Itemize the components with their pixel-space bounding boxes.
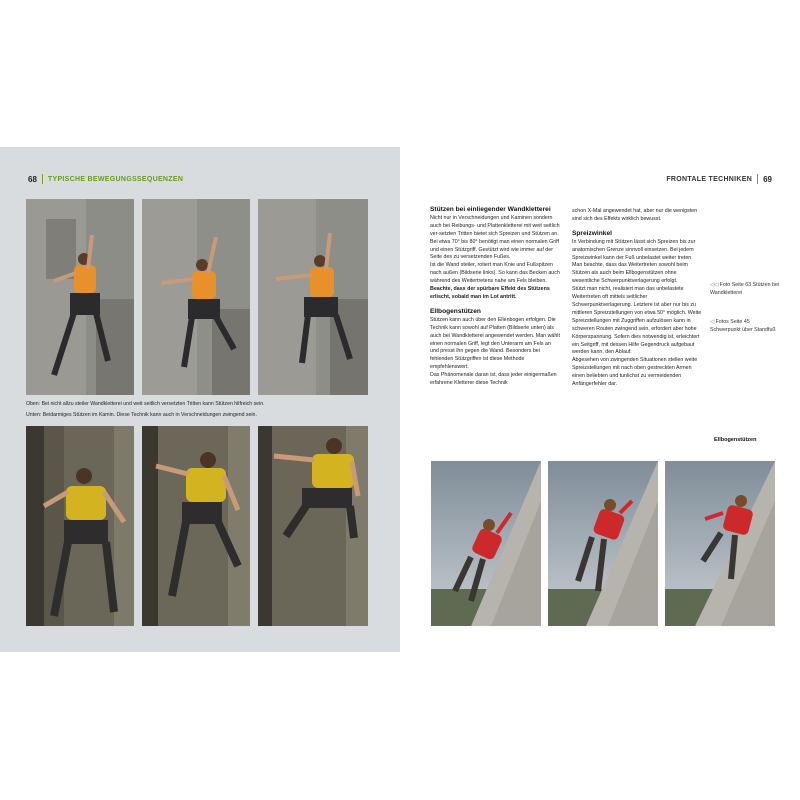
photo-right-2 [548,461,658,626]
heading-stuetzen: Stützen bei einliegender Wandkletterei [430,206,551,213]
sidenote-text: Fotos Seite 45 Schwerpunkt über Standfuß [710,319,776,333]
right-page-number: 69 [763,174,772,184]
paragraph: Abgesehen von zwingenden Situationen stellen weite Spreizstellungen mit nach oben gestreckten Armen einen beliebten und tunlichst zu vermeidenden Anfängerfehler dar. [572,357,698,388]
paragraph: Man beachte, dass das Weitertreten sowohl beim Stützen als auch beim Ellbogenstützen ohne wesentliche Schwerpunktverlagerung erfolgt. [572,262,688,285]
back-arrow-icon: ◁ [710,319,715,325]
text-column-2 [572,208,702,389]
photo-bottom-1 [26,426,134,626]
photo-top-2 [142,199,250,395]
paragraph: Ist die Wand steiler, rotiert man Knie und Fußspitzen nach außen (Bildserie links). So kann das Becken auch während des Weitertretens nahe am Fels bleiben. [430,262,560,285]
photo-top-1 [26,199,134,395]
left-captions [26,400,376,422]
sidenote-text: Foto Seite 63 Stützen bei Wandkletterei [710,282,780,296]
photo-label-ellbogenstuetzen: Ellbogenstützen [714,437,757,443]
header-divider [757,174,758,184]
photo-top-3 [258,199,368,395]
right-page-header [666,174,772,184]
heading-ellbogenstuetzen: Ellbogenstützen [430,307,481,315]
heading-spreizwinkel: Spreizwinkel [572,229,612,237]
paragraph: Das Phänomenale daran ist, dass jeder einigermaßen erfahrene Kletterer diese Technik [430,372,557,387]
book-spread [0,147,800,652]
left-page-number: 68 [28,174,37,184]
photo-bottom-2 [142,426,250,626]
paragraph: Nicht nur in Verschneidungen und Kaminen sondern auch bei Reibungs- und Plattenkletterei mit weit seitlich ver-setzten Tritten bietet sich Spreizen und Stützen an. Bei etwa 70° bis 80° benötigt man einen normalen Griff und einen Stützgriff. Gestützt wird wie immer auf der Seite des zu versetzenden Fußes. [430,214,560,261]
left-page [0,147,400,652]
text-column-1 [430,206,560,388]
photo-right-3 [665,461,775,626]
caption-top: Oben: Bei nicht allzu steiler Wandkletterei und weit seitlich versetzten Tritten kann Stützen hilfreich sein. [26,401,265,407]
sidenote-2 [710,319,780,335]
sidenote-1 [710,282,780,298]
paragraph: Stützen kann auch über den Ellenbogen erfolgen. Die Technik kann sowohl auf Platten (Bildserie unten) als auch bei Wandkletterei angewendet werden. Man wählt einen normalen Griff, legt den Unterarm am Fels an und presst ihn gegen die Wand. Besonders bei fehlenden Stützgriffen ist diese Methode empfehlenswert. [430,316,560,371]
paragraph: In Verbindung mit Stützen lässt sich Spreizen bis zur anatomischen Grenze sinnvoll einsetzen. Bei jedem Spreizwinkel kann der Fuß unbelastet weiter treten. [572,238,696,261]
paragraph: Stützt man nicht, realisiert man das unbelastete Weitertreten oft mittels seitlicher Schwerpunktverlagerung. Letztere ist aber nur bis zu mittleren Spreizstellungen von etwa 50° möglich. Weite Spreizstellungen mit Zuggriffen aufzulösen kann in schweren Routen zwingend sein, erfordert aber hohe Körperspannung. Sofern dies notwendig ist, erleichtert ein Seitgriff, mit dessen Hilfe Gegendruck aufgebaut werden kann, den Ablauf. [572,286,702,356]
left-page-header [28,174,183,184]
paragraph: schon X-Mal angewendet hat, aber nur die wenigsten sind sich des Effekts wirklich bewusst. [572,208,698,222]
back-arrow-icon: ◁◁ [710,282,719,288]
left-section-title: TYPISCHE BEWEGUNGSSEQUENZEN [47,175,184,183]
photo-bottom-3 [258,426,368,626]
caption-bottom: Unten: Beidarmiges Stützen im Kamin. Diese Technik kann auch in Verschneidungen zwingend sein. [26,412,257,418]
header-divider [42,174,43,184]
right-section-title: FRONTALE TECHNIKEN [666,175,753,183]
photo-right-1 [431,461,541,626]
paragraph-bold: Beachte, dass der spürbare Effekt des Stützens erlischt, sobald man im Lot antritt. [430,286,550,300]
